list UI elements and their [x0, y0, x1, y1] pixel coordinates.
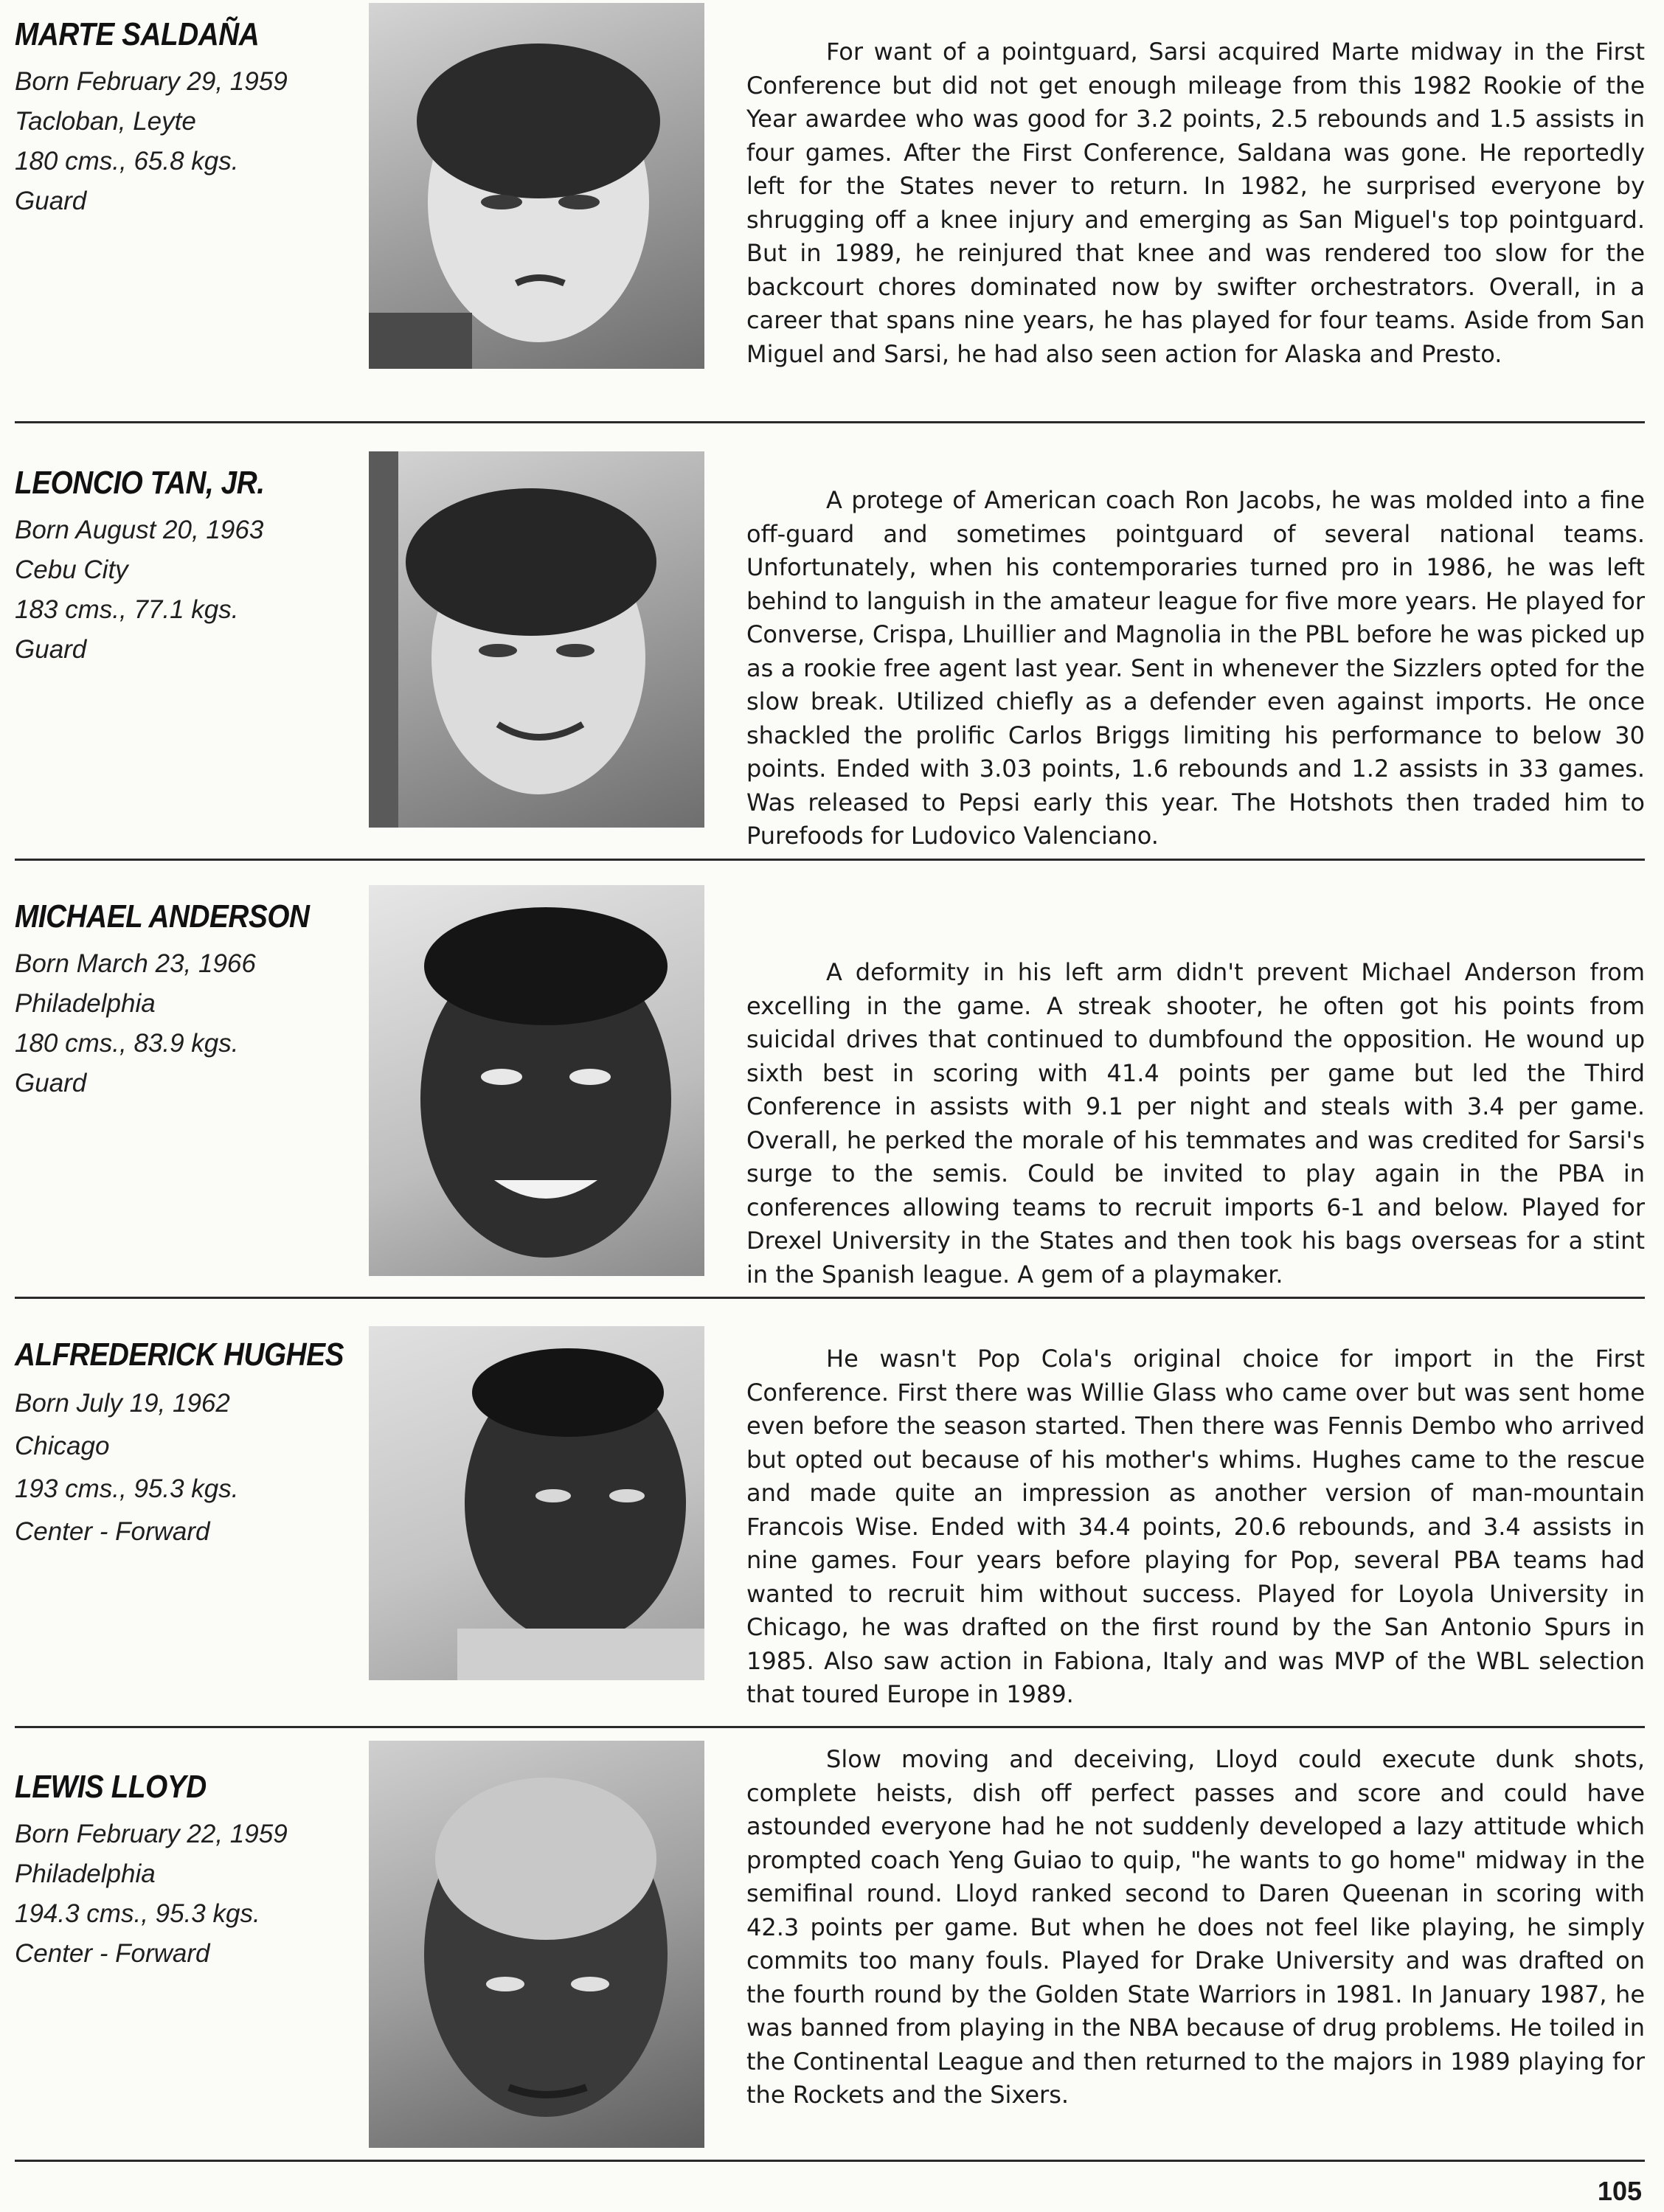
- player-birthplace: Philadelphia: [15, 1859, 156, 1888]
- player-height-weight: 180 cms., 65.8 kgs.: [15, 147, 239, 176]
- player-birthdate: Born February 29, 1959: [15, 67, 288, 96]
- section-divider: [15, 421, 1645, 423]
- player-name: MARTE SALDAÑA: [15, 16, 260, 52]
- player-birthdate: Born July 19, 1962: [15, 1389, 230, 1418]
- section-divider: [15, 859, 1645, 861]
- player-birthdate: Born August 20, 1963: [15, 516, 264, 544]
- player-birthplace: Philadelphia: [15, 989, 156, 1018]
- player-position: Guard: [15, 1069, 87, 1098]
- section-divider: [15, 1297, 1645, 1299]
- player-info: [15, 1769, 354, 1974]
- player-height-weight: 194.3 cms., 95.3 kgs.: [15, 1899, 260, 1928]
- player-height-weight: 180 cms., 83.9 kgs.: [15, 1029, 239, 1058]
- player-photo: [369, 3, 704, 369]
- player-birthdate: Born February 22, 1959: [15, 1820, 288, 1848]
- player-info: [15, 16, 354, 221]
- player-position: Guard: [15, 187, 87, 215]
- player-photo: [369, 1326, 704, 1680]
- player-info: [15, 898, 354, 1103]
- player-photo: [369, 885, 704, 1276]
- player-bio: He wasn't Pop Cola's original choice for import in the First Conference. First there was Willie Glass who came over but was sent home even before the season started. Then there was Fennis Dembo who arrived but opted out because of his mother's whims. Hughes came to the rescue and made quite an impression as another version of man-mountain Francois Wise. Ended with 34.4 points, 20.6 rebounds, and 3.4 assists in nine games. Four years before playing for Pop, several PBA teams had wanted to recruit him without success. Played for Loyola University in Chicago, he was drafted on the first round by the San Antonio Spurs in 1985. Also saw action in Fabiona, Italy and was MVP of the WBL selection that toured Europe in 1989.: [746, 1345, 1645, 1708]
- player-position: Center - Forward: [15, 1517, 210, 1546]
- player-birthplace: Tacloban, Leyte: [15, 107, 196, 136]
- player-height-weight: 193 cms., 95.3 kgs.: [15, 1474, 239, 1503]
- page-number: 105: [1597, 2176, 1642, 2206]
- player-bio: For want of a pointguard, Sarsi acquired Marte midway in the First Conference but did not get enough mileage from this 1982 Rookie of the Year awardee who was good for 3.2 points, 2.5 rebounds and 1.5 assists in four games. After the First Conference, Saldana was gone. He reportedly left for the States never to return. In 1982, he surprised everyone by shrugging off a knee injury and emerging as San Miguel's top pointguard. But in 1989, he reinjured that knee and was rendered too slow for the backcourt chores dominated now by swifter orchestrators. Overall, in a career that spans nine years, he has played for four teams. Aside from San Miguel and Sarsi, he had also seen action for Alaska and Presto.: [746, 38, 1645, 368]
- player-photo: [369, 451, 704, 828]
- player-birthplace: Chicago: [15, 1432, 110, 1460]
- section-divider: [15, 2160, 1645, 2162]
- player-name: MICHAEL ANDERSON: [15, 898, 310, 935]
- player-position: Guard: [15, 635, 87, 664]
- player-height-weight: 183 cms., 77.1 kgs.: [15, 595, 239, 624]
- player-info: [15, 465, 354, 670]
- section-divider: [15, 1726, 1645, 1728]
- player-name: LEONCIO TAN, JR.: [15, 465, 265, 501]
- player-name: LEWIS LLOYD: [15, 1769, 207, 1805]
- player-bio: A deformity in his left arm didn't prevent Michael Anderson from excelling in the game. A streak shooter, he often got his points from suicidal drives that continued to dumbfound the opposition. He wound up sixth best in scoring with 41.4 points per game but led the Third Conference in assists with 9.1 per night and steals with 3.4 per game. Overall, he perked the morale of his temmates and was credited for Sarsi's surge to the semis. Could be invited to play again in the PBA in conferences allowing teams to recruit imports 6-1 and below. Played for Drexel University in the States and then took his bags overseas for a stint in the Spanish league. A gem of a playmaker.: [746, 958, 1645, 1289]
- player-bio: A protege of American coach Ron Jacobs, he was molded into a fine off-guard and sometimes pointguard of several national teams. Unfortunately, when his contemporaries turned pro in 1986, he was left behind to languish in the amateur league for five more years. He played for Converse, Crispa, Lhuillier and Magnolia in the PBL before he was picked up as a rookie free agent last year. Sent in whenever the Sizzlers opted for the slow break. Utilized chiefly as a defender even against imports. He once shackled the prolific Carlos Briggs limiting his performance to below 30 points. Ended with 3.03 points, 1.6 rebounds and 1.2 assists in 33 games. Was released to Pepsi early this year. The Hotshots then traded him to Purefoods for Ludovico Valenciano.: [746, 486, 1645, 850]
- player-photo: [369, 1741, 704, 2148]
- player-name: ALFREDERICK HUGHES: [15, 1336, 344, 1373]
- player-birthplace: Cebu City: [15, 555, 128, 584]
- player-birthdate: Born March 23, 1966: [15, 949, 256, 978]
- player-bio: Slow moving and deceiving, Lloyd could execute dunk shots, complete heists, dish off perfect passes and score and could have astounded everyone had he not suddenly developed a lazy attitude which prompted coach Yeng Guiao to quip, "he wants to go home" midway in the semifinal round. Lloyd ranked second to Daren Queenan in scoring with 42.3 points per game. But when he does not feel like playing, he simply commits too many fouls. Played for Drake University and was drafted on the fourth round by the Golden State Warriors in 1981. In January 1987, he was banned from playing in the NBA because of drug problems. He toiled in the Continental League and then returned to the majors in 1989 playing for the Rockets and the Sixers.: [746, 1745, 1645, 2109]
- player-info: [15, 1336, 354, 1553]
- player-position: Center - Forward: [15, 1939, 210, 1968]
